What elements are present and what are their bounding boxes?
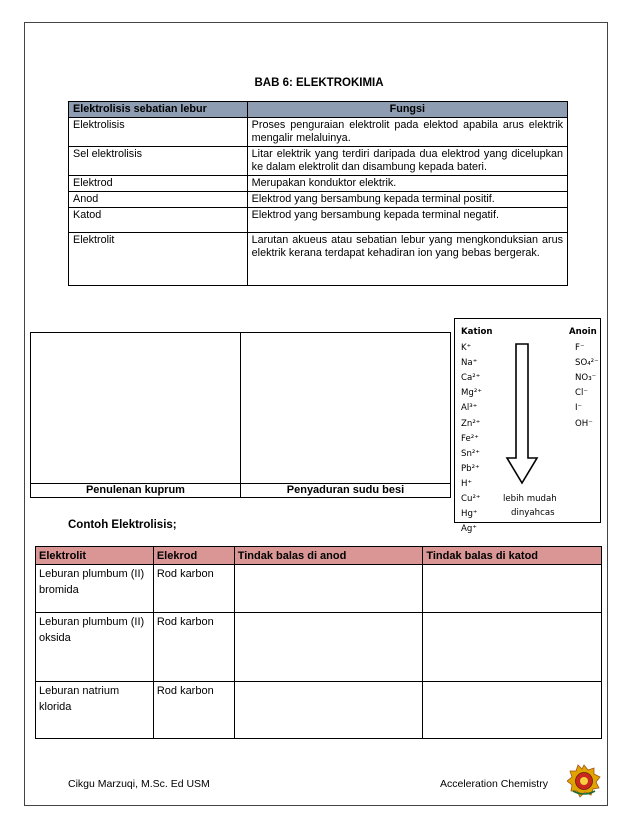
term-cell: Elektrolit	[69, 233, 248, 286]
anion-item: OH⁻	[575, 418, 593, 429]
electrode-cell: Rod karbon	[153, 565, 234, 613]
definitions-table	[68, 101, 568, 286]
pictures-table	[30, 332, 451, 498]
anion-item: I⁻	[575, 403, 583, 414]
cation-item: Cu²⁺	[461, 494, 481, 504]
cation-item: Ag⁺	[461, 524, 477, 535]
table-row	[69, 208, 568, 233]
spoon-plating-label: Penyaduran sudu besi	[240, 484, 450, 498]
term-cell: Katod	[69, 208, 248, 233]
examples-heading: Contoh Elektrolisis;	[68, 519, 177, 531]
table-row	[69, 147, 568, 176]
desc-cell: Elektrod yang bersambung kepada terminal negatif.	[247, 208, 567, 233]
anode-reaction-cell	[234, 565, 423, 613]
cation-item: Al³⁺	[461, 403, 478, 414]
table-row	[69, 192, 568, 208]
cation-item: H⁺	[461, 478, 472, 489]
table-row	[69, 233, 568, 286]
discharge-caption-2: dinyahcas	[511, 508, 555, 518]
cathode-reaction-cell	[423, 613, 602, 682]
header-electrode: Elekrod	[153, 547, 234, 565]
anode-reaction-cell	[234, 682, 423, 739]
page-title: BAB 6: ELEKTROKIMIA	[254, 77, 384, 89]
header-electrolyte: Elektrolit	[36, 547, 154, 565]
definitions-header-function: Fungsi	[247, 102, 567, 118]
definitions-header-term: Elektrolisis sebatian lebur	[69, 102, 248, 118]
desc-cell: Larutan akueus atau sebatian lebur yang mengkonduksian arus elektrik kerana terdapat kehadiran ion yang bebas bergerak.	[247, 233, 567, 286]
cation-item: K⁺	[461, 343, 472, 353]
copper-purification-label: Penulenan kuprum	[31, 484, 241, 498]
anion-item: NO₃⁻	[575, 373, 597, 384]
term-cell: Sel elektrolisis	[69, 147, 248, 176]
examples-table	[35, 546, 602, 739]
cation-item: Hg⁺	[461, 509, 478, 520]
cation-item: Ca²⁺	[461, 373, 481, 384]
electrolyte-cell: Leburan natrium klorida	[36, 682, 154, 739]
discharge-caption-1: lebih mudah	[503, 494, 557, 504]
table-row	[69, 176, 568, 192]
table-row	[69, 118, 568, 147]
cation-item: Zn²⁺	[461, 418, 481, 429]
cation-item: Pb²⁺	[461, 463, 480, 474]
desc-cell: Litar elektrik yang terdiri daripada dua elektrod yang dicelupkan ke dalam elektrolit dan disambung kepada bateri.	[247, 147, 567, 176]
anion-header: Anoin	[569, 327, 597, 337]
cathode-reaction-cell	[423, 565, 602, 613]
table-row	[36, 682, 602, 739]
footer-course: Acceleration Chemistry	[440, 778, 548, 790]
header-anode-reaction: Tindak balas di anod	[234, 547, 423, 565]
term-cell: Elektrolisis	[69, 118, 248, 147]
cathode-reaction-cell	[423, 682, 602, 739]
table-row	[36, 565, 602, 613]
anion-item: SO₄²⁻	[575, 358, 599, 369]
spoon-plating-picture-cell	[240, 333, 450, 484]
electrode-cell: Rod karbon	[153, 613, 234, 682]
anion-item: Cl⁻	[575, 388, 588, 399]
cation-item: Mg²⁺	[461, 388, 482, 399]
cation-item: Sn²⁺	[461, 448, 480, 459]
anion-item: F⁻	[575, 343, 585, 353]
ion-discharge-series-box	[454, 318, 601, 535]
table-row	[36, 613, 602, 682]
examples-header-row	[36, 547, 602, 565]
electrolyte-cell: Leburan plumbum (II) bromida	[36, 565, 154, 613]
electrode-cell: Rod karbon	[153, 682, 234, 739]
desc-cell: Elektrod yang bersambung kepada terminal positif.	[247, 192, 567, 208]
desc-cell: Proses penguraian elektrolit pada elektod apabila arus elektrik mengalir melaluinya.	[247, 118, 567, 147]
term-cell: Elektrod	[69, 176, 248, 192]
footer-author: Cikgu Marzuqi, M.Sc. Ed USM	[68, 778, 210, 790]
electrolyte-cell: Leburan plumbum (II) oksida	[36, 613, 154, 682]
kation-header: Kation	[461, 327, 493, 337]
down-arrow-icon	[505, 343, 539, 485]
term-cell: Anod	[69, 192, 248, 208]
cation-item: Na⁺	[461, 358, 478, 369]
anode-reaction-cell	[234, 613, 423, 682]
header-cathode-reaction: Tindak balas di katod	[423, 547, 602, 565]
definitions-header-row	[69, 102, 568, 118]
cation-item: Fe²⁺	[461, 433, 479, 444]
desc-cell: Merupakan konduktor elektrik.	[247, 176, 567, 192]
copper-purification-picture-cell	[31, 333, 241, 484]
school-crest-icon	[567, 764, 601, 798]
